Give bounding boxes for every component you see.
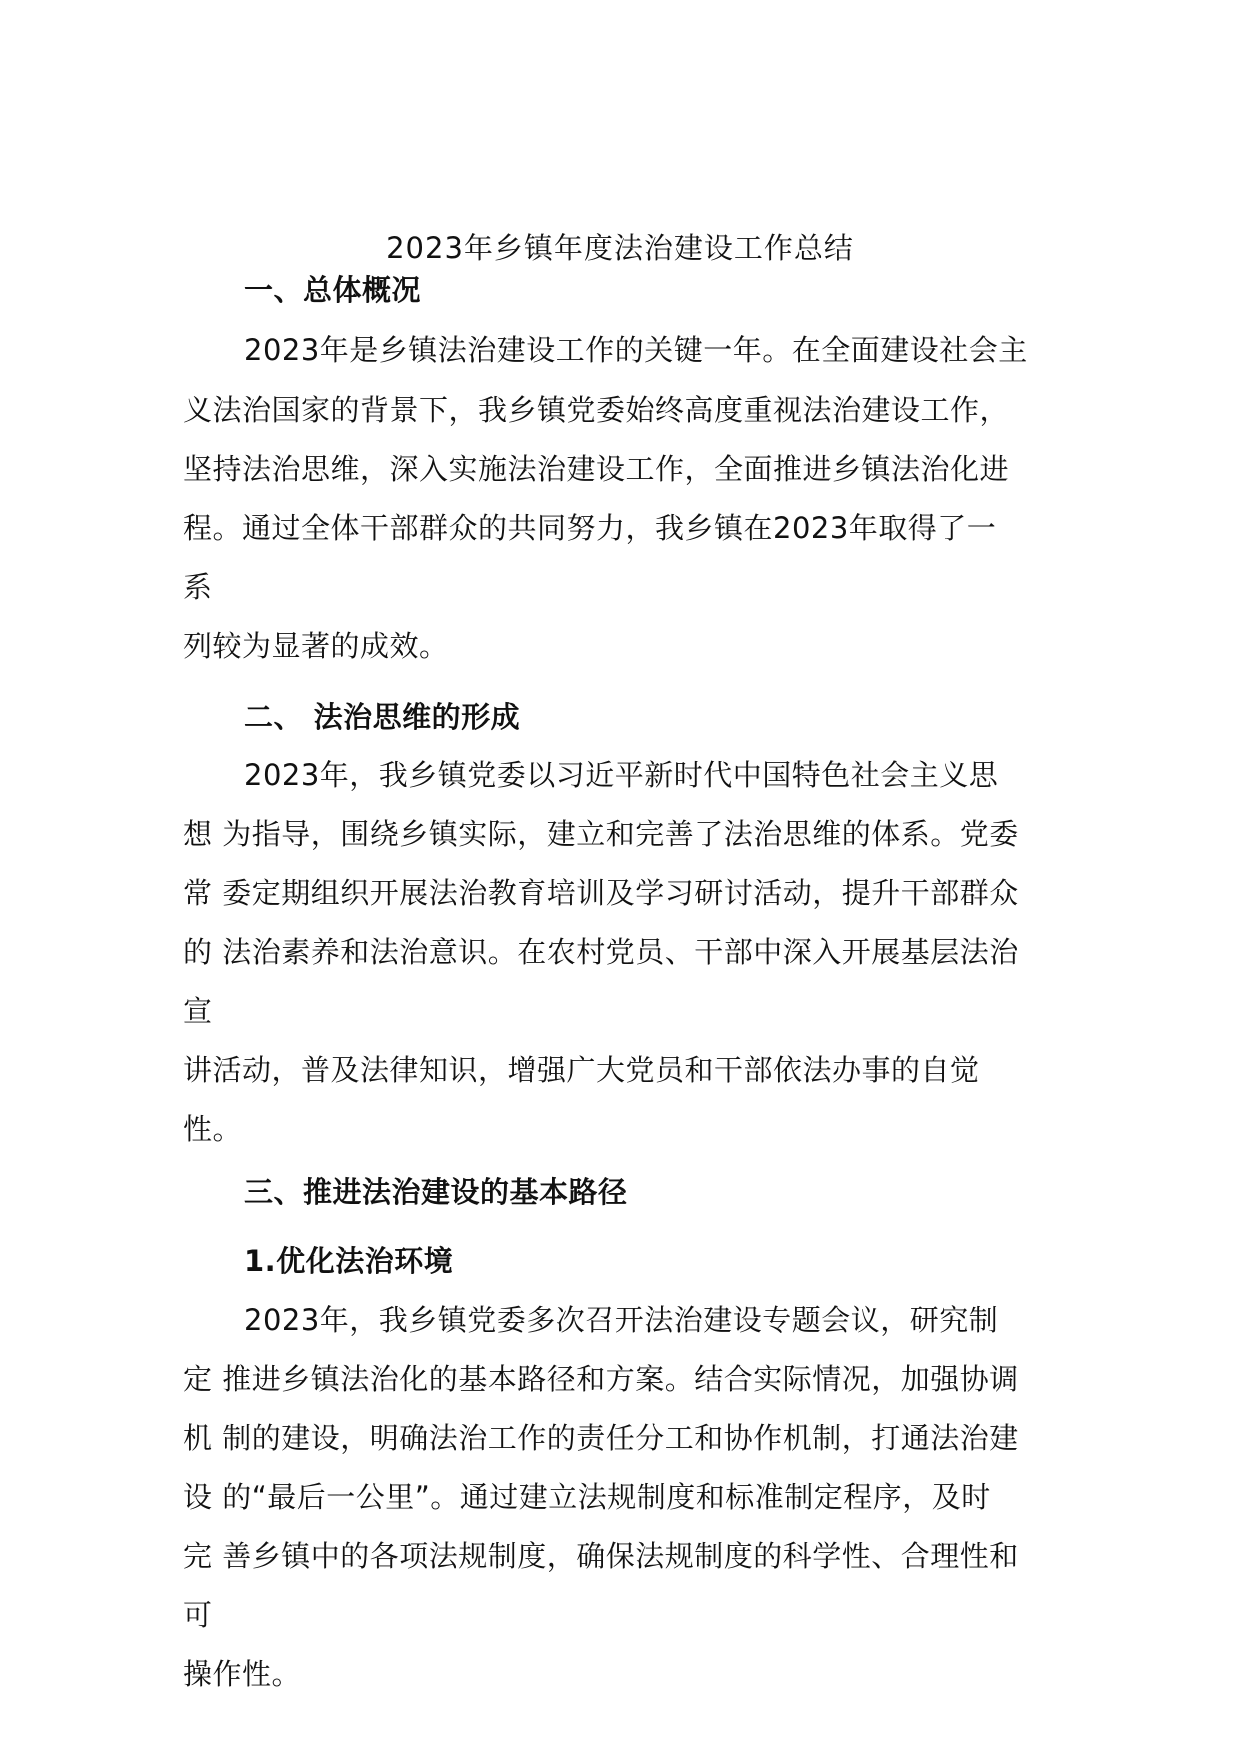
paragraph-line: 可 (183, 1598, 213, 1632)
paragraph-line: 讲活动，普及法律知识，增强广大党员和干部依法办事的自觉 (183, 1053, 980, 1087)
paragraph-line: 程。通过全体干部群众的共同努力，我乡镇在2023年取得了一 (183, 511, 997, 545)
paragraph-line: 常 委定期组织开展法治教育培训及学习研讨活动，提升干部群众 (183, 876, 1019, 910)
document-title: 2023年乡镇年度法治建设工作总结 (386, 231, 854, 265)
paragraph-line: 列较为显著的成效。 (183, 629, 449, 663)
paragraph-line: 定 推进乡镇法治化的基本路径和方案。结合实际情况，加强协调 (183, 1362, 1019, 1396)
paragraph-line: 完 善乡镇中的各项法规制度，确保法规制度的科学性、合理性和 (183, 1539, 1019, 1573)
section-heading-2: 二、 法治思维的形成 (244, 700, 521, 734)
paragraph-line: 的 法治素养和法治意识。在农村党员、干部中深入开展基层法治 (183, 935, 1019, 969)
section-heading-3: 三、推进法治建设的基本路径 (244, 1175, 628, 1209)
paragraph-line: 系 (183, 570, 213, 604)
paragraph-line: 想 为指导，围绕乡镇实际，建立和完善了法治思维的体系。党委 (183, 817, 1019, 851)
paragraph-line: 机 制的建设，明确法治工作的责任分工和协作机制，打通法治建 (183, 1421, 1019, 1455)
paragraph-line: 2023年，我乡镇党委多次召开法治建设专题会议，研究制 (244, 1303, 999, 1337)
subsection-heading: 1.优化法治环境 (244, 1244, 454, 1278)
paragraph-line: 坚持法治思维，深入实施法治建设工作，全面推进乡镇法治化进 (183, 452, 1010, 486)
paragraph-line: 宣 (183, 994, 213, 1028)
paragraph-line: 2023年，我乡镇党委以习近平新时代中国特色社会主义思 (244, 758, 999, 792)
paragraph-line: 设 的“最后一公里”。通过建立法规制度和标准制定程序，及时 (183, 1480, 991, 1514)
paragraph-line: 性。 (183, 1112, 243, 1146)
section-heading-1: 一、总体概况 (244, 273, 422, 307)
paragraph-line: 2023年是乡镇法治建设工作的关键一年。在全面建设社会主 (244, 333, 1028, 367)
paragraph-line: 义法治国家的背景下，我乡镇党委始终高度重视法治建设工作， (183, 393, 1010, 427)
paragraph-line: 操作性。 (183, 1657, 302, 1691)
